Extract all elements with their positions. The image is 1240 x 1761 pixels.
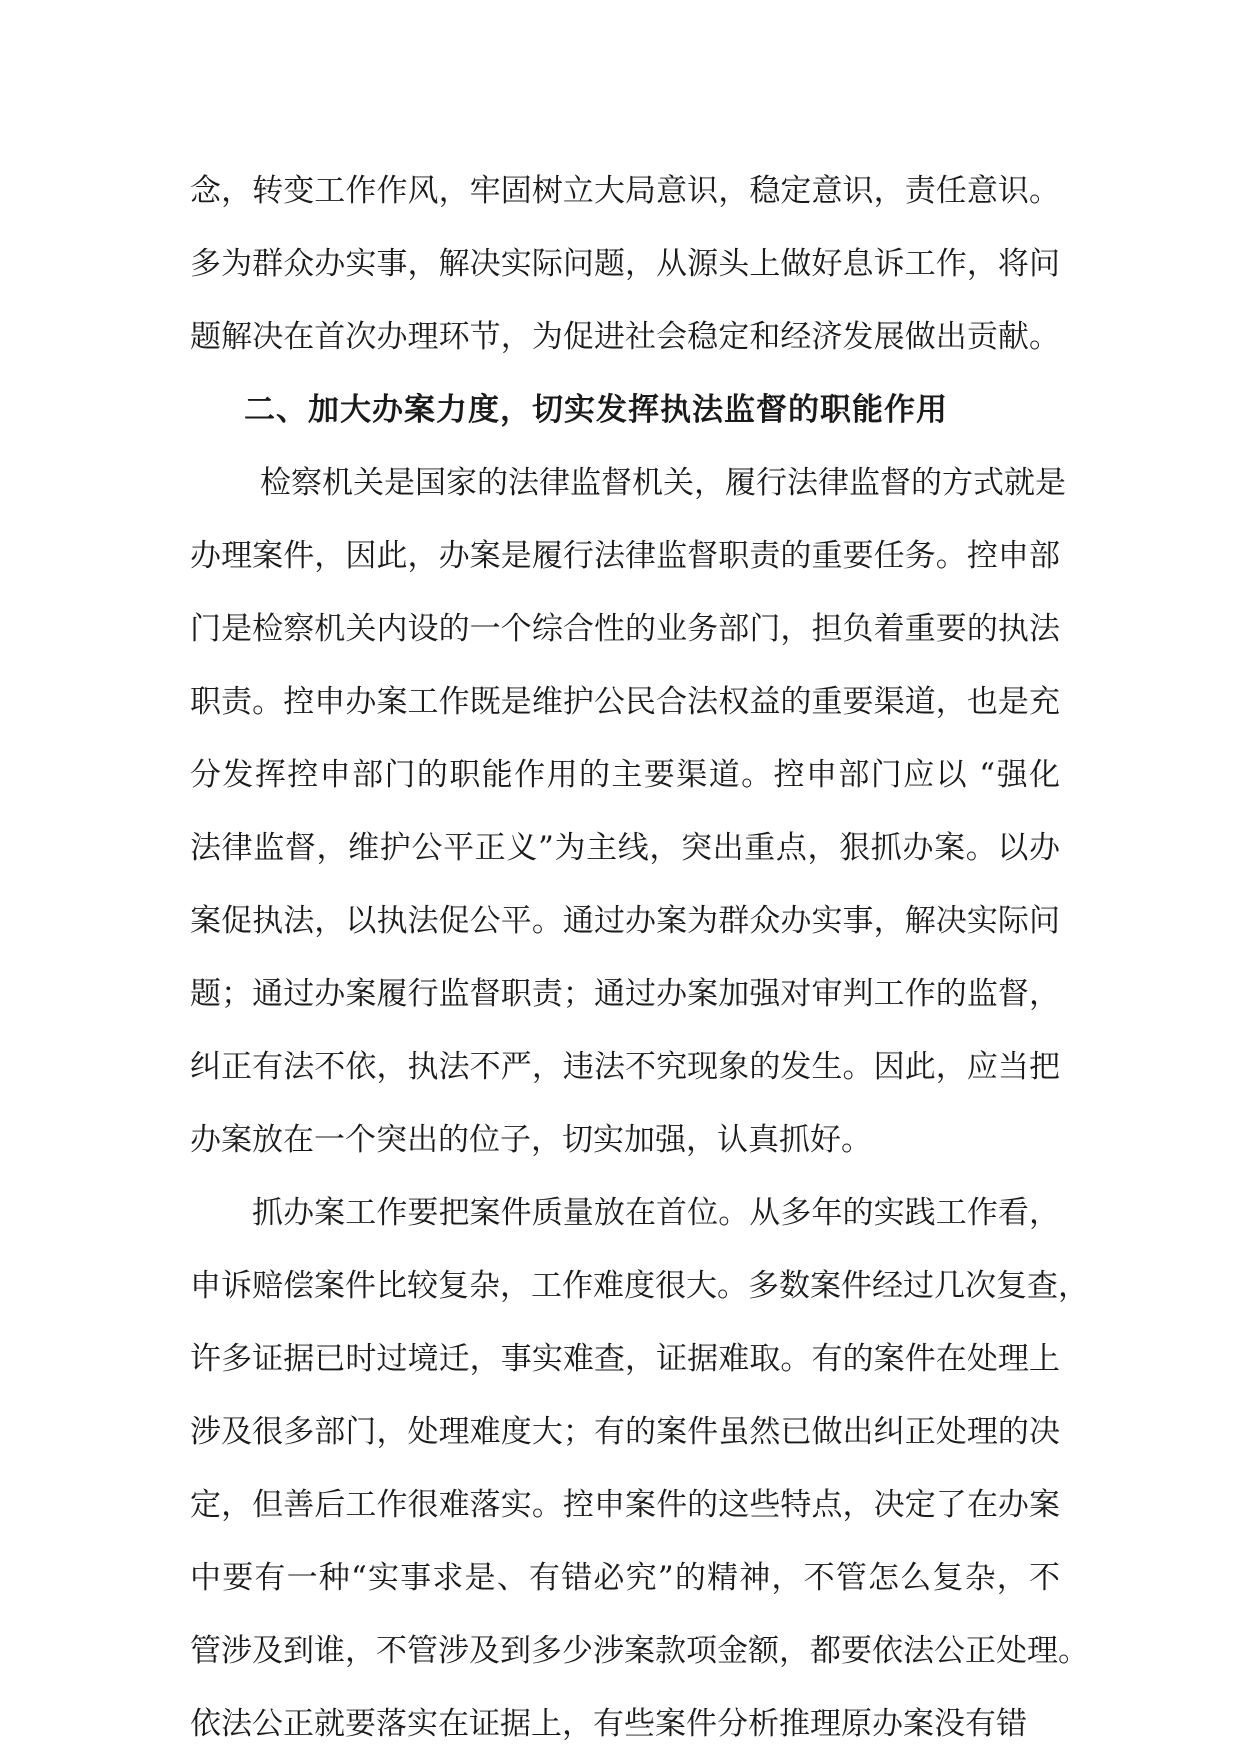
text-line: 念，转变工作作风，牢固树立大局意识，稳定意识，责任意识。 [190, 173, 1060, 209]
text-line: 办案放在一个突出的位子，切实加强，认真抓好。 [190, 1122, 872, 1158]
text-line: 检察机关是国家的法律监督机关，履行法律监督的方式就是 [260, 465, 1066, 501]
text-line: 多为群众办实事，解决实际问题，从源头上做好息诉工作，将问 [190, 246, 1060, 282]
text-line: 定，但善后工作很难落实。控申案件的这些特点，决定了在办案 [190, 1487, 1060, 1523]
text-line: 分发挥控申部门的职能作用的主要渠道。控申部门应以 “强化 [190, 757, 1060, 793]
document-body [190, 155, 1089, 1761]
paragraph-1 [190, 447, 1066, 1177]
text-line: 职责。控申办案工作既是维护公民合法权益的重要渠道，也是充 [190, 684, 1060, 720]
text-line: 中要有一种“实事求是、有错必究”的精神，不管怎么复杂，不 [190, 1560, 1060, 1596]
text-line: 门是检察机关内设的一个综合性的业务部门，担负着重要的执法 [190, 611, 1060, 647]
text-line: 案促执法，以执法促公平。通过办案为群众办实事，解决实际问 [190, 903, 1060, 939]
text-line: 纠正有法不依，执法不严，违法不究现象的发生。因此，应当把 [190, 1049, 1060, 1085]
paragraph-intro [190, 155, 1060, 374]
text-line: 许多证据已时过境迁，事实难查，证据难取。有的案件在处理上 [190, 1341, 1060, 1377]
text-line: 管涉及到谁，不管涉及到多少涉案款项金额，都要依法公正处理。 [190, 1633, 1089, 1669]
text-line: 申诉赔偿案件比较复杂，工作难度很大。多数案件经过几次复查， [190, 1268, 1089, 1304]
text-line: 办理案件，因此，办案是履行法律监督职责的重要任务。控申部 [190, 538, 1060, 574]
text-line: 题；通过办案履行监督职责；通过办案加强对审判工作的监督， [190, 976, 1060, 1012]
text-line: 涉及很多部门，处理难度大；有的案件虽然已做出纠正处理的决 [190, 1414, 1060, 1450]
text-line: 题解决在首次办理环节，为促进社会稳定和经济发展做出贡献。 [190, 319, 1060, 355]
text-line: 抓办案工作要把案件质量放在首位。从多年的实践工作看， [252, 1195, 1060, 1231]
text-line: 法律监督，维护公平正义”为主线，突出重点，狠抓办案。以办 [190, 830, 1060, 866]
text-line: 依法公正就要落实在证据上，有些案件分析推理原办案没有错 [190, 1706, 1027, 1742]
section-heading: 二、加大办案力度，切实发挥执法监督的职能作用 [244, 392, 948, 428]
paragraph-2 [190, 1177, 1089, 1761]
